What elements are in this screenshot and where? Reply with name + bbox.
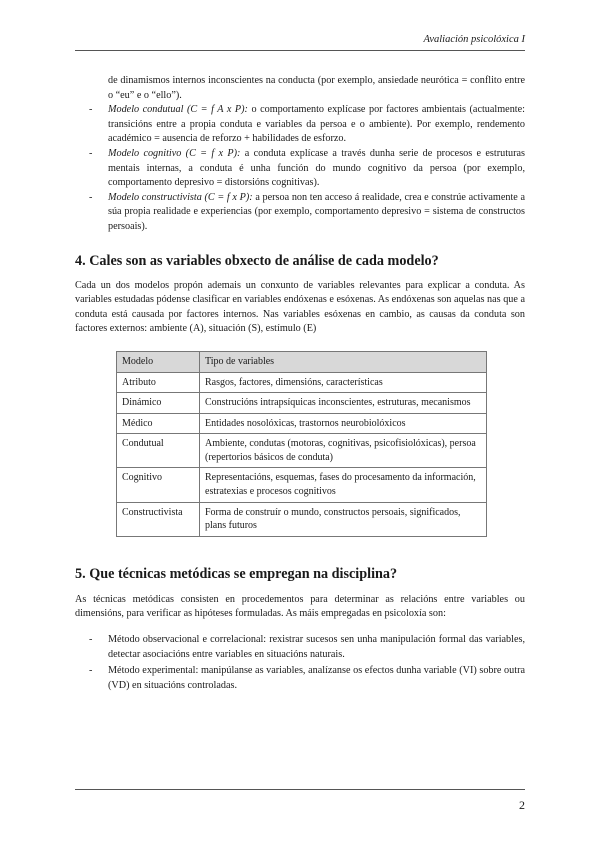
table-cell-variables: Representacións, esquemas, fases do procesamento da información, estratexias e procesos cognitivos	[200, 468, 487, 502]
model-title: Modelo condutual (C = f A x P):	[108, 104, 248, 116]
table-cell-model: Dinámico	[117, 393, 200, 414]
page-content	[75, 74, 525, 695]
table-cell-model: Médico	[117, 413, 200, 434]
table-header-row	[117, 351, 487, 372]
table-cell-variables: Construcións intrapsíquicas inconscientes, estruturas, mecanismos	[200, 393, 487, 414]
list-item	[75, 191, 525, 235]
table-row	[117, 502, 487, 536]
table-header-cell: Modelo	[117, 351, 200, 372]
header-title: Avaliación psicolóxica I	[423, 34, 525, 45]
page-header	[75, 30, 525, 51]
model-description: a persoa non ten acceso á realidade, crea e constrúe activamente a súa propia realidade e experiencias (por exemplo, comportamento depresivo = sistema de constructos persoais).	[108, 191, 525, 232]
list-item	[75, 664, 525, 693]
bullet-dash: -	[89, 634, 93, 646]
list-item	[75, 147, 525, 191]
table-cell-model: Constructivista	[117, 502, 200, 536]
table-row	[117, 393, 487, 414]
bullet-dash: -	[89, 665, 93, 677]
table-header-cell: Tipo de variables	[200, 351, 487, 372]
page-number: 2	[519, 798, 525, 812]
table-row	[117, 372, 487, 393]
section-5-paragraph: As técnicas metódicas consisten en procedementos para determinar as relacións entre variables ou dimensións, para verificar as hipóteses formuladas. As máis empregadas en psicoloxía son:	[75, 593, 525, 620]
table-row	[117, 413, 487, 434]
section-4-heading: 4. Cales son as variables obxecto de análise de cada modelo?	[75, 252, 439, 269]
table-cell-variables: Ambiente, condutas (motoras, cognitivas, psicofisiolóxicas), persoa (repertorios básicos de conduta)	[200, 434, 487, 468]
model-description: o comportamento explícase por factores ambientais (actualmente: transicións entre a propia conduta e variables da persoa e o ambiente). Por exemplo, rendemento académico = ausencia de reforzo + habilidades de esforzo.	[108, 104, 525, 145]
bullet-dash: -	[89, 191, 93, 203]
bullet-dash: -	[89, 147, 93, 159]
bullet-dash: -	[89, 104, 93, 116]
table-cell-model: Condutual	[117, 434, 200, 468]
model-list	[75, 103, 525, 234]
table-cell-model: Atributo	[117, 372, 200, 393]
variables-table	[116, 351, 487, 537]
model-description: a conduta explícase a través dunha serie de procesos e estruturas mentais internas, a conduta é unha función do mundo cognitivo da persoa (por exemplo, comportamento depresivo = distorsións cognitivas).	[108, 147, 525, 189]
table-cell-model: Cognitivo	[117, 468, 200, 502]
table-row	[117, 434, 487, 468]
list-item	[75, 633, 525, 662]
table-cell-variables: Entidades nosolóxicas, trastornos neurobiolóxicos	[200, 413, 487, 434]
model-title: Modelo cognitivo (C = f x P):	[108, 147, 241, 159]
section-4-paragraph: Cada un dos modelos propón ademais un conxunto de variables relevantes para explicar a conduta. As variables estudadas pódense clasificar en variables endóxenas e esóxenas. As endóxenas son aquelas nas que a conduta está causada por factores internos. Nas variables esóxenas en cambio, as causas da conduta son factores externos: ambiente (A), situación (S), estímulo (E)	[75, 279, 525, 335]
table-cell-variables: Forma de construír o mundo, constructos persoais, significados, plans futuros	[200, 502, 487, 536]
method-description: Método experimental: manipúlanse as variables, analízanse os efectos dunha variable (VI) sobre outra (VD) en situacións controladas.	[108, 665, 525, 691]
section-5-heading: 5. Que técnicas metódicas se empregan na disciplina?	[75, 565, 398, 582]
table-row	[117, 468, 487, 502]
continued-paragraph: de dinamismos internos inconscientes na conducta (por exemplo, ansiedade neurótica = conflito entre o “eu” e o “ello”).	[108, 75, 525, 101]
methods-list	[75, 633, 525, 693]
method-description: Método observacional e correlacional: rexistrar sucesos sen unha manipulación formal das variables, detectar asociacións entre variables en situacións naturais.	[108, 634, 525, 660]
table-cell-variables: Rasgos, factores, dimensións, características	[200, 372, 487, 393]
page-footer	[75, 789, 525, 812]
list-item	[75, 103, 525, 147]
model-title: Modelo constructivista (C = f x P):	[108, 191, 253, 203]
